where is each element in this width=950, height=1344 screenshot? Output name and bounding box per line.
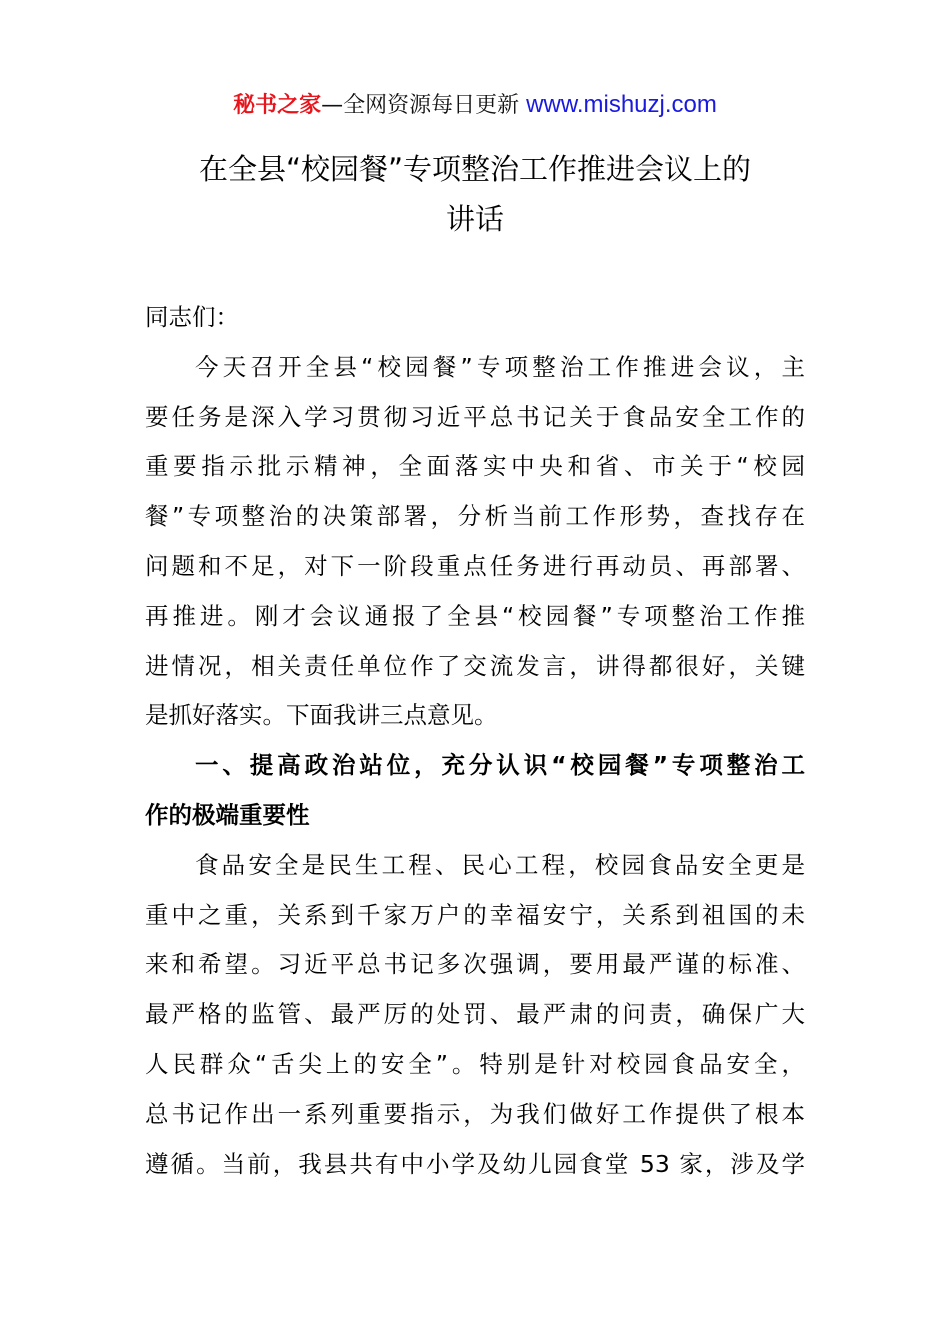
paragraph bbox=[145, 346, 805, 744]
text-line: 进情况，相关责任单位作了交流发言，讲得都很好，关键 bbox=[145, 651, 805, 680]
text-line: 重中之重，关系到千家万户的幸福安宁，关系到祖国的未 bbox=[145, 900, 805, 929]
title-line: 在全县“校园餐”专项整治工作推进会议上的 bbox=[198, 152, 752, 186]
salutation: 同志们： bbox=[145, 303, 239, 331]
text-line: 再推进。刚才会议通报了全县“校园餐”专项整治工作推 bbox=[145, 601, 805, 630]
title-line: 讲话 bbox=[445, 202, 504, 236]
text-line: 重要指示批示精神，全面落实中央和省、市关于“校园 bbox=[145, 452, 805, 481]
text-line: 食品安全是民生工程、民心工程，校园食品安全更是 bbox=[195, 850, 805, 879]
banner-tagline: —全网资源每日更新 bbox=[321, 93, 527, 118]
paragraph bbox=[145, 844, 805, 1193]
site-banner bbox=[0, 90, 950, 121]
paragraphs bbox=[145, 346, 805, 1193]
text-line: 要任务是深入学习贯彻习近平总书记关于食品安全工作的 bbox=[145, 402, 805, 431]
text-line: 一、提高政治站位，充分认识“校园餐”专项整治工 bbox=[195, 751, 805, 780]
text-line: 来和希望。习近平总书记多次强调，要用最严谨的标准、 bbox=[145, 950, 805, 979]
text-line: 总书记作出一系列重要指示，为我们做好工作提供了根本 bbox=[145, 1099, 805, 1128]
text-line: 作的极端重要性 bbox=[145, 800, 310, 829]
document-body bbox=[145, 296, 805, 1192]
document-title bbox=[140, 144, 810, 244]
text-line: 今天召开全县“校园餐”专项整治工作推进会议，主 bbox=[195, 352, 805, 381]
text-line: 问题和不足，对下一阶段重点任务进行再动员、再部署、 bbox=[145, 551, 805, 580]
text-line: 人民群众“舌尖上的安全”。特别是针对校园食品安全， bbox=[145, 1049, 805, 1078]
section-heading bbox=[145, 744, 805, 844]
text-line: 遵循。当前，我县共有中小学及幼儿园食堂 53 家，涉及学 bbox=[145, 1149, 805, 1178]
site-url-link[interactable]: www.mishuzj.com bbox=[526, 91, 717, 118]
text-line: 最严格的监管、最严厉的处罚、最严肃的问责，确保广大 bbox=[145, 1000, 805, 1029]
text-line: 餐”专项整治的决策部署，分析当前工作形势，查找存在 bbox=[145, 502, 805, 531]
text-line: 是抓好落实。下面我讲三点意见。 bbox=[145, 701, 498, 730]
brand-name: 秘书之家 bbox=[233, 93, 322, 118]
